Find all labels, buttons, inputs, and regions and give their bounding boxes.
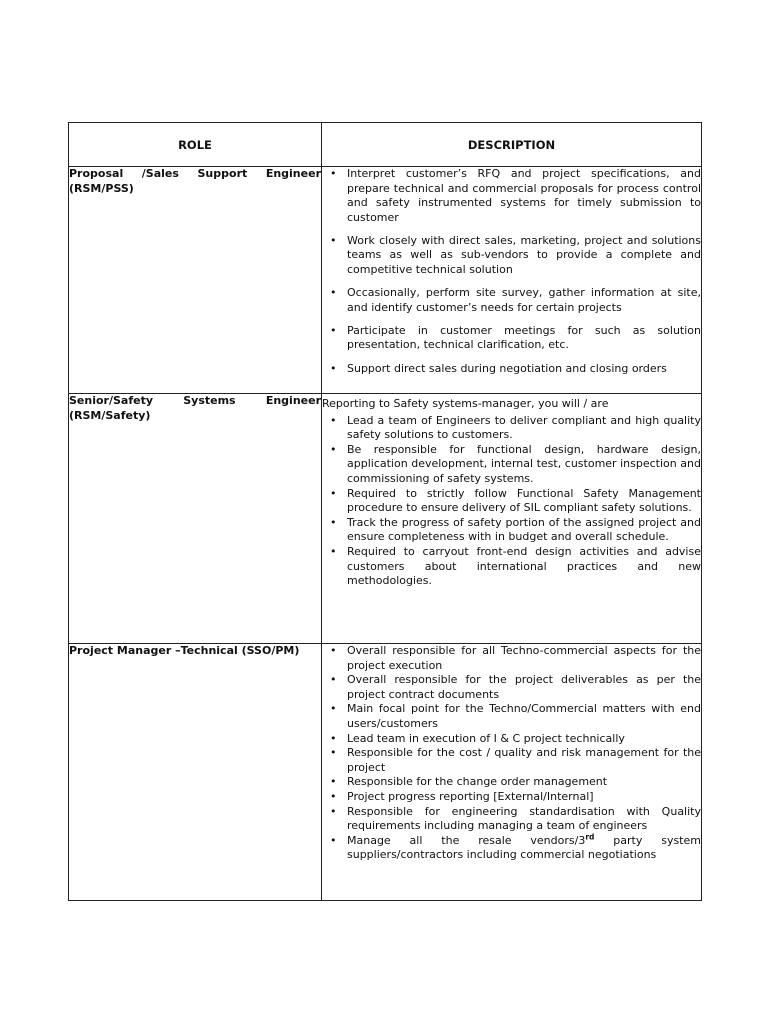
list-item: • Responsible for the cost / quality and risk management for the project [322,746,701,775]
table-row [69,394,702,644]
list-item: • Lead a team of Engineers to deliver compliant and high quality safety solutions to customers. [322,414,701,443]
ordinal-suffix: rd [585,832,595,842]
description-intro: Reporting to Safety systems-manager, you will / are [322,397,609,410]
list-item: • Overall responsible for the project deliverables as per the project contract documents [322,673,701,702]
list-item: • Required to strictly follow Functional Safety Management procedure to ensure delivery of SIL compliant safety solutions. [322,487,701,516]
role-title: Project Manager –Technical (SSO/PM) [69,644,300,657]
description-cell [322,394,702,644]
list-item: • Work closely with direct sales, marketing, project and solutions teams as well as sub-vendors to provide a complete and competitive technical solution [322,234,701,278]
role-code: (RSM/PSS) [69,181,134,195]
table-row [69,167,702,394]
list-item: • Interpret customer’s RFQ and project specifications, and prepare technical and commercial proposals for process control and safety instrumented systems for timely submission to customer [322,167,701,225]
list-item: • Required to carryout front-end design activities and advise customers about international practices and new methodologies. [322,545,701,589]
table-row [69,644,702,901]
list-item: • Lead team in execution of I & C project technically [322,732,701,747]
roles-table [68,122,702,901]
role-code: (RSM/Safety) [69,408,151,422]
list-item: • Main focal point for the Techno/Commercial matters with end users/customers [322,702,701,731]
list-item: • Overall responsible for all Techno-commercial aspects for the project execution [322,644,701,673]
responsibility-list [322,644,701,863]
list-item: • Responsible for engineering standardisation with Quality requirements including managing a team of engineers [322,805,701,834]
list-item [322,834,701,863]
list-item-text: party system suppliers/contractors including commercial negotiations [347,833,701,862]
responsibility-list [322,414,701,589]
description-cell [322,167,702,394]
list-item: • Project progress reporting [External/Internal] [322,790,701,805]
responsibility-list [322,167,701,376]
description-cell [322,644,702,901]
table-header-row [69,123,702,167]
role-header: ROLE [69,123,322,167]
list-item-text: Manage all the resale vendors/3 [347,833,586,847]
list-item: • Participate in customer meetings for such as solution presentation, technical clarification, etc. [322,324,701,353]
role-title: Proposal /Sales Support Engineer [69,167,321,180]
description-header: DESCRIPTION [322,123,702,167]
role-cell [69,644,322,901]
list-item: • Responsible for the change order management [322,775,701,790]
role-title: Senior/Safety Systems Engineer [69,394,321,407]
list-item: • Occasionally, perform site survey, gather information at site, and identify customer’s needs for certain projects [322,286,701,315]
role-cell [69,167,322,394]
list-item: • Be responsible for functional design, hardware design, application development, internal test, customer inspection and commissioning of safety systems. [322,443,701,487]
list-item: • Support direct sales during negotiation and closing orders [322,362,701,377]
list-item: • Track the progress of safety portion of the assigned project and ensure completeness with in budget and overall schedule. [322,516,701,545]
role-cell [69,394,322,644]
